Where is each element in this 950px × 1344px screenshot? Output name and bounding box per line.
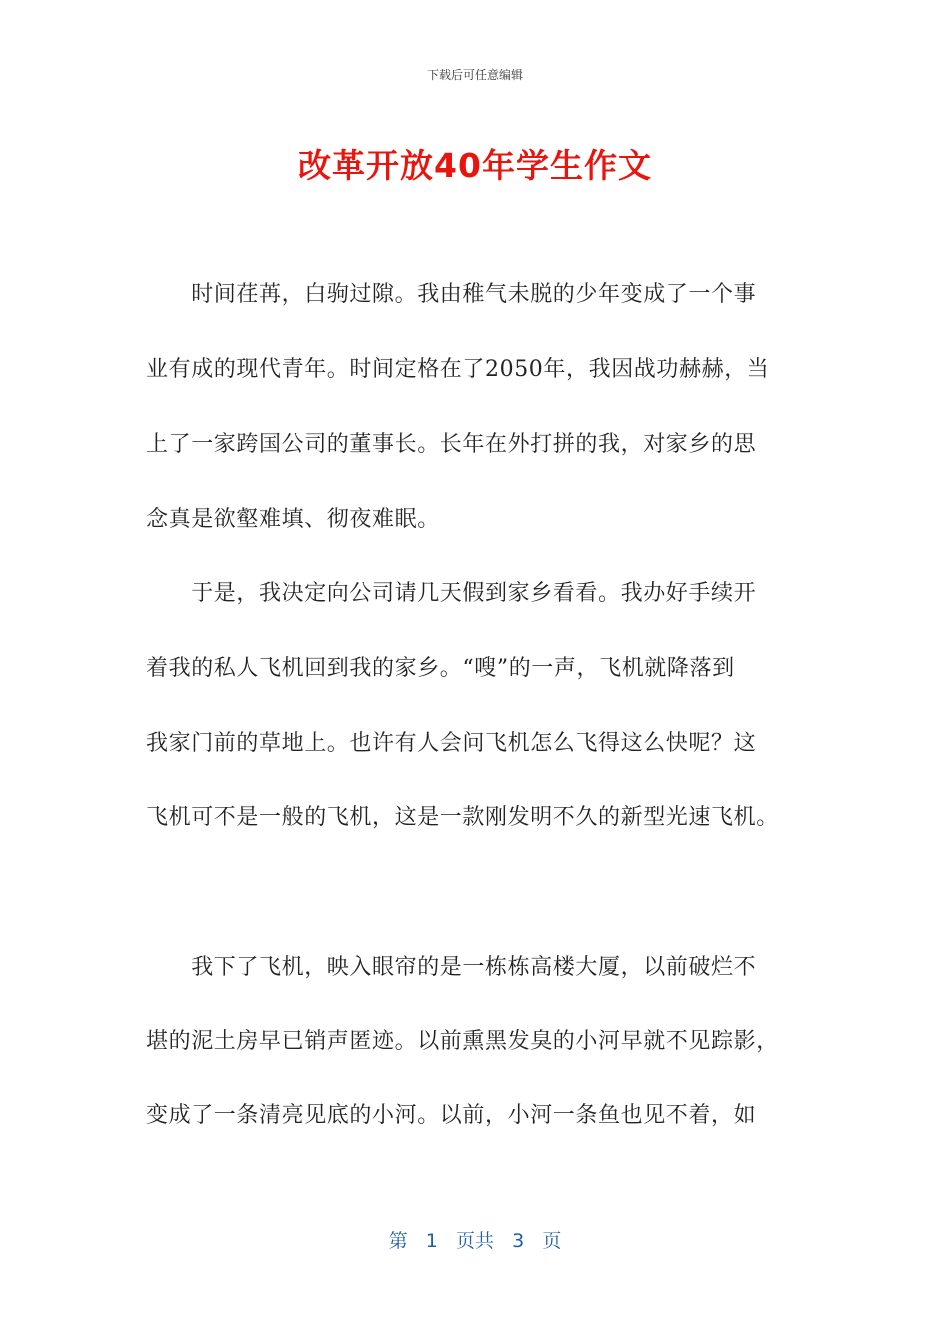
page-header-note: 下载后可任意编辑: [426, 68, 523, 82]
body-line: 我家门前的草地上。也许有人会问飞机怎么飞得这么快呢？这: [146, 731, 757, 756]
page-label-mid: 页共: [455, 1230, 494, 1252]
page-label-suffix: 页: [542, 1230, 562, 1252]
body-line: 飞机可不是一般的飞机，这是一款刚发明不久的新型光速飞机。: [146, 805, 779, 830]
document-title: 改革开放40年学生作文: [298, 146, 652, 185]
total-pages-number: 3: [512, 1230, 525, 1252]
body-line: 上了一家跨国公司的董事长。长年在外打拼的我，对家乡的思: [146, 432, 757, 457]
body-line: 于是，我决定向公司请几天假到家乡看看。我办好手续开: [146, 581, 757, 606]
body-line: 着我的私人飞机回到我的家乡。“嗖”的一声，飞机就降落到: [146, 656, 735, 681]
body-line: 我下了飞机，映入眼帘的是一栋栋高楼大厦，以前破烂不: [146, 955, 757, 980]
current-page-number: 1: [425, 1230, 438, 1252]
body-line: 业有成的现代青年。时间定格在了2050年，我因战功赫赫，当: [146, 357, 770, 382]
page-label-prefix: 第: [388, 1230, 408, 1252]
body-line: 念真是欲壑难填、彻夜难眠。: [146, 507, 440, 532]
body-line: 变成了一条清亮见底的小河。以前，小河一条鱼也见不着，如: [146, 1103, 757, 1128]
body-line: 堪的泥土房早已销声匿迹。以前熏黑发臭的小河早就不见踪影，: [146, 1029, 779, 1054]
body-line: 时间荏苒，白驹过隙。我由稚气未脱的少年变成了一个事: [146, 282, 757, 307]
page-number-footer: [0, 1226, 950, 1253]
